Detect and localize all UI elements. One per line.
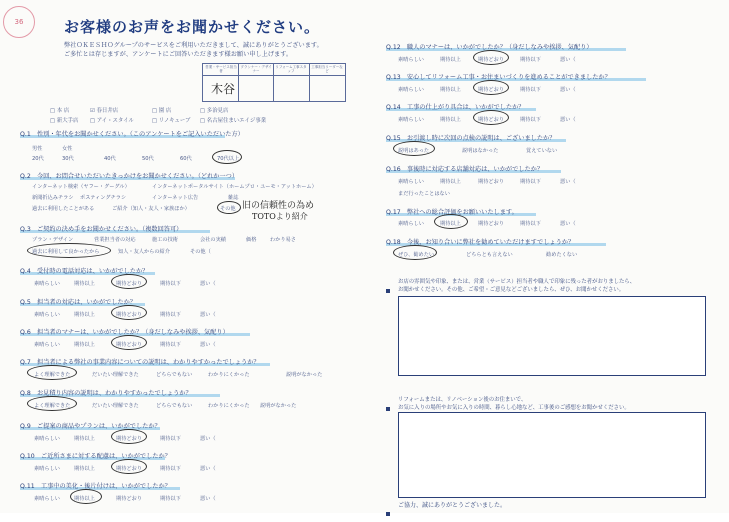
question-3: Q.3 ご契約の決め手をお聞かせください。（複数回答可）	[20, 226, 183, 233]
rating-option[interactable]: 素晴らしい	[34, 466, 60, 472]
rating-option[interactable]: 期待以上	[74, 281, 95, 287]
rating-option[interactable]: 素晴らしい	[398, 179, 424, 185]
question-15: Q.15 お引渡し時に次回の点検の説明は、ございましたか？	[386, 135, 556, 142]
rating-option[interactable]: 期待以上	[440, 221, 461, 227]
question-5: Q.5 担当者の対応は、いかがでしたか？	[20, 299, 136, 306]
rating-option[interactable]: 素晴らしい	[34, 436, 60, 442]
store-checkbox[interactable]: □ 本 店	[50, 108, 70, 114]
rating-option[interactable]: 期待どおり	[478, 221, 504, 227]
staff-header-planner: プランナー・デザイナー	[240, 65, 272, 73]
question-7: Q.7 担当者による弊社の事業内容についての説明は、わかりやすかったでしょうか？	[20, 359, 260, 366]
answer-circle	[27, 365, 77, 380]
question-6: Q.6 担当者のマナーは、いかがでしたか？（身だしなみや挨拶、気配り）	[20, 329, 229, 336]
rating-option[interactable]: 悪い（	[560, 57, 576, 63]
staff-header-construction: リフォーム工事スタッフ	[275, 65, 307, 73]
staff-header-sales: 営業・サービス担当者	[205, 65, 237, 73]
answer-circle	[70, 489, 102, 504]
comment-2-prompt: リフォームまたは、リノベーション後のお住まいで、	[398, 397, 527, 403]
rating-option[interactable]: 素晴らしい	[34, 281, 60, 287]
option[interactable]: 知人・友人からの紹介	[118, 249, 170, 255]
rating-option[interactable]: 期待どおり	[116, 436, 142, 442]
answer-circle	[111, 305, 147, 320]
option[interactable]: 60代	[180, 156, 192, 162]
rating-option[interactable]: 悪い（	[560, 179, 576, 185]
option[interactable]: 20代	[32, 156, 44, 162]
page-title: お客様のお声をお聞かせください。	[64, 18, 321, 36]
option[interactable]: 男性	[32, 146, 43, 152]
comment-2-box[interactable]	[398, 412, 706, 498]
rating-option[interactable]: 期待以上	[440, 117, 461, 123]
question-2: Q.2 今回、お問合せいただいたきっかけをお聞かせください。（どれか一つ）	[20, 173, 239, 180]
comment-1-box[interactable]	[398, 296, 706, 376]
intro-line-2: ご多忙とは存じますが、アンケートにご回答いただきます様お願い申し上げます。	[64, 51, 293, 58]
option[interactable]: 40代	[104, 156, 116, 162]
question-11: Q.11 工事中の美化・後片付けは、いかがでしたか？	[20, 483, 171, 490]
answer-circle	[111, 335, 147, 350]
option[interactable]: 雑誌	[228, 195, 239, 201]
option[interactable]: 新聞折込みチラシ	[32, 195, 74, 201]
rating-option[interactable]: 期待どおり	[116, 342, 142, 348]
question-9: Q.9 ご提案の商品やプランは、いかがでしたか？	[20, 423, 161, 430]
option[interactable]: 説明がなかった	[260, 403, 297, 409]
option[interactable]: わかりにくかった	[208, 403, 250, 409]
answer-circle	[212, 150, 242, 164]
question-12: Q.12 職人のマナーは、いかがでしたか？（身だしなみや挨拶、気配り）	[386, 44, 593, 51]
option[interactable]: インターネット広告	[152, 195, 199, 201]
store-checkbox[interactable]: □ 多治見店	[200, 108, 229, 114]
option[interactable]: ご紹介（知人・友人・家族ほか）	[112, 206, 190, 212]
rating-option[interactable]: 期待以上	[74, 436, 95, 442]
answer-circle	[473, 50, 509, 65]
answer-circle	[473, 110, 509, 125]
rating-option[interactable]: 素晴らしい	[398, 117, 424, 123]
option[interactable]: 施工の技術	[152, 237, 178, 243]
question-13: Q.13 安心してリフォーム工事・お住まいづくりを進めることができましたか？	[386, 74, 611, 81]
rating-option[interactable]: 期待どおり	[116, 466, 142, 472]
rating-option[interactable]: 素晴らしい	[34, 342, 60, 348]
option[interactable]: 価格	[246, 237, 257, 243]
rating-option[interactable]: 期待以下	[520, 117, 541, 123]
rating-option[interactable]: 悪い（	[200, 312, 216, 318]
rating-option[interactable]: 期待どおり	[478, 57, 504, 63]
option[interactable]: 女性	[62, 146, 73, 152]
rating-option[interactable]: 悪い（	[200, 496, 216, 502]
rating-option[interactable]: 悪い（	[200, 466, 216, 472]
store-checkbox[interactable]: □ 新大手店	[50, 118, 79, 124]
rating-option[interactable]: 素晴らしい	[398, 221, 424, 227]
rating-option[interactable]: 期待以下	[160, 281, 181, 287]
answer-circle	[27, 243, 111, 258]
rating-option[interactable]: 期待以上	[440, 87, 461, 93]
rating-option[interactable]: 悪い（	[200, 342, 216, 348]
answer-circle	[111, 274, 147, 289]
option[interactable]: 過去に利用したことがある	[32, 206, 95, 212]
footer-thanks: ご協力、誠にありがとうございました。	[398, 502, 507, 509]
handwritten-staff-name: 木谷	[211, 82, 236, 96]
option[interactable]: ぜひ、勧めたい	[398, 252, 435, 258]
store-checkbox[interactable]: ☑ 春日井店	[90, 108, 119, 114]
comment-1-prompt: お店の雰囲気や印象、または、営業（サービス）担当者や職人で印象に残った者がおりましたら、	[398, 279, 636, 285]
rating-option[interactable]: 期待以下	[160, 342, 181, 348]
rating-option[interactable]: 素晴らしい	[398, 57, 424, 63]
answer-circle	[393, 141, 435, 156]
question-8: Q.8 お見積り内容の説明は、わかりやすかったでしょうか？	[20, 390, 192, 397]
rating-option[interactable]: 悪い（	[200, 436, 216, 442]
option[interactable]: よく理解できた	[34, 403, 71, 409]
question-14: Q.14 工事の仕上がり具合は、いかがでしたか？	[386, 104, 525, 111]
bullet-square	[386, 280, 393, 299]
rating-option[interactable]: 期待以下	[520, 57, 541, 63]
option[interactable]: インターネットポータルサイト（ホームプロ・ユーモ・アットホーム）	[152, 184, 317, 190]
rating-option[interactable]: 素晴らしい	[398, 87, 424, 93]
question-1: Q.1 性別・年代をお聞かせください。（このアンケートをご記入いただいた方）	[20, 131, 244, 138]
handwritten-note: 旧の信頼性の為め	[242, 201, 315, 211]
option[interactable]: 会社の実績	[200, 237, 226, 243]
store-checkbox[interactable]: □ 名古屋住まいエイジ事業	[200, 118, 267, 124]
rating-option[interactable]: 期待以上	[74, 312, 95, 318]
rating-option[interactable]: 期待以下	[520, 221, 541, 227]
store-checkbox[interactable]: □ リノキューブ	[152, 118, 191, 124]
rating-option[interactable]: 期待どおり	[116, 312, 142, 318]
rating-option[interactable]: 期待どおり	[116, 281, 142, 287]
answer-circle	[111, 459, 147, 474]
option[interactable]: インターネット検索（ヤフー・グーグル）	[32, 184, 130, 190]
question-4: Q.4 受付時の電話対応は、いかがでしたか？	[20, 268, 149, 275]
option[interactable]: その他（	[190, 249, 211, 255]
rating-option[interactable]: 悪い（	[560, 221, 576, 227]
question-10: Q.10 ご近所さまに対する配慮は、いかがでしたか？	[20, 453, 171, 460]
option[interactable]: わかりにくかった	[208, 372, 250, 378]
rating-option[interactable]: 素晴らしい	[34, 496, 60, 502]
option[interactable]: 説明がなかった	[286, 372, 323, 378]
rating-option[interactable]: 期待以下	[160, 312, 181, 318]
rating-option[interactable]: 期待どおり	[478, 179, 504, 185]
rating-option[interactable]: 期待以上	[74, 466, 95, 472]
rating-option[interactable]: 悪い（	[560, 87, 576, 93]
option[interactable]: どちらとも言えない	[466, 252, 513, 258]
rating-option[interactable]: 期待以下	[520, 87, 541, 93]
option[interactable]: 70代以上	[217, 156, 240, 162]
comment-2-prompt: お気に入りの場所やお気に入りの時間、暮らし心地など、工事後のご感想をお聞かせください。	[398, 405, 630, 411]
rating-option[interactable]: 悪い（	[200, 281, 216, 287]
rating-option[interactable]: 期待どおり	[116, 496, 142, 502]
rating-option[interactable]: 期待以上	[440, 179, 461, 185]
option[interactable]: 覚えていない	[526, 148, 558, 154]
rating-option[interactable]: 期待以下	[160, 496, 181, 502]
bullet-square	[386, 398, 393, 417]
staff-header-leader: 工事担当リーダーなど	[311, 65, 343, 73]
answer-circle	[27, 396, 77, 411]
stamp-mark: 36	[3, 6, 35, 38]
option[interactable]: 50代	[142, 156, 154, 162]
option[interactable]: 説明はあった	[398, 148, 430, 154]
rating-option[interactable]: 期待以下	[160, 436, 181, 442]
comment-1-prompt: お聞かせください。その他、ご希望・ご意見などございましたら、ぜひ、お聞かせください。	[398, 287, 625, 293]
question-17: Q.17 弊社への総合評価をお願いいたします。	[386, 209, 518, 216]
option[interactable]: だいたい理解できた	[92, 372, 139, 378]
answer-circle	[434, 214, 468, 229]
answer-circle	[473, 80, 509, 95]
staff-table	[202, 63, 346, 102]
rating-option[interactable]: 期待どおり	[478, 87, 504, 93]
rating-option[interactable]: 期待以下	[160, 466, 181, 472]
handwritten-note: TOTOより紹介	[252, 212, 308, 221]
rating-option[interactable]: 期待以下	[520, 179, 541, 185]
option[interactable]: 過去に利用して良かったから	[32, 249, 100, 255]
question-16: Q.16 事後時に対応する店舗対応は、いかがでしたか？	[386, 166, 544, 173]
option[interactable]: 営業担当者の対応	[94, 237, 136, 243]
question-18: Q.18 今後、お知り合いに弊社を勧めていただけますでしょうか？	[386, 239, 575, 246]
option[interactable]: 説明はなかった	[462, 148, 499, 154]
option[interactable]: わかり易さ	[270, 237, 296, 243]
rating-option[interactable]: 期待どおり	[478, 117, 504, 123]
rating-option[interactable]: 期待以上	[74, 496, 95, 502]
answer-circle	[393, 245, 437, 260]
option[interactable]: よく理解できた	[34, 372, 71, 378]
option[interactable]: まだ行ったことはない	[398, 191, 450, 197]
option[interactable]: どちらでもない	[156, 403, 193, 409]
rating-option[interactable]: 素晴らしい	[34, 312, 60, 318]
answer-circle	[217, 201, 241, 214]
store-checkbox[interactable]: □ 園 店	[152, 108, 172, 114]
intro-line-1: 弊社ＯＫＥＳＨＯグループのサービスをご利用いただきまして、誠にありがとうございます。	[64, 42, 323, 49]
option[interactable]: ポスティングチラシ	[80, 195, 127, 201]
rating-option[interactable]: 期待以上	[440, 57, 461, 63]
option[interactable]: 30代	[62, 156, 74, 162]
option[interactable]: どちらでもない	[156, 372, 193, 378]
store-checkbox[interactable]: □ アイ・スタイル	[90, 118, 134, 124]
answer-circle	[111, 429, 147, 444]
rating-option[interactable]: 悪い（	[560, 117, 576, 123]
option[interactable]: その他	[220, 206, 236, 212]
option[interactable]: 勧めたくない	[546, 252, 578, 258]
rating-option[interactable]: 期待以上	[74, 342, 95, 348]
option[interactable]: プラン・デザイン	[32, 237, 74, 243]
option[interactable]: だいたい理解できた	[92, 403, 139, 409]
